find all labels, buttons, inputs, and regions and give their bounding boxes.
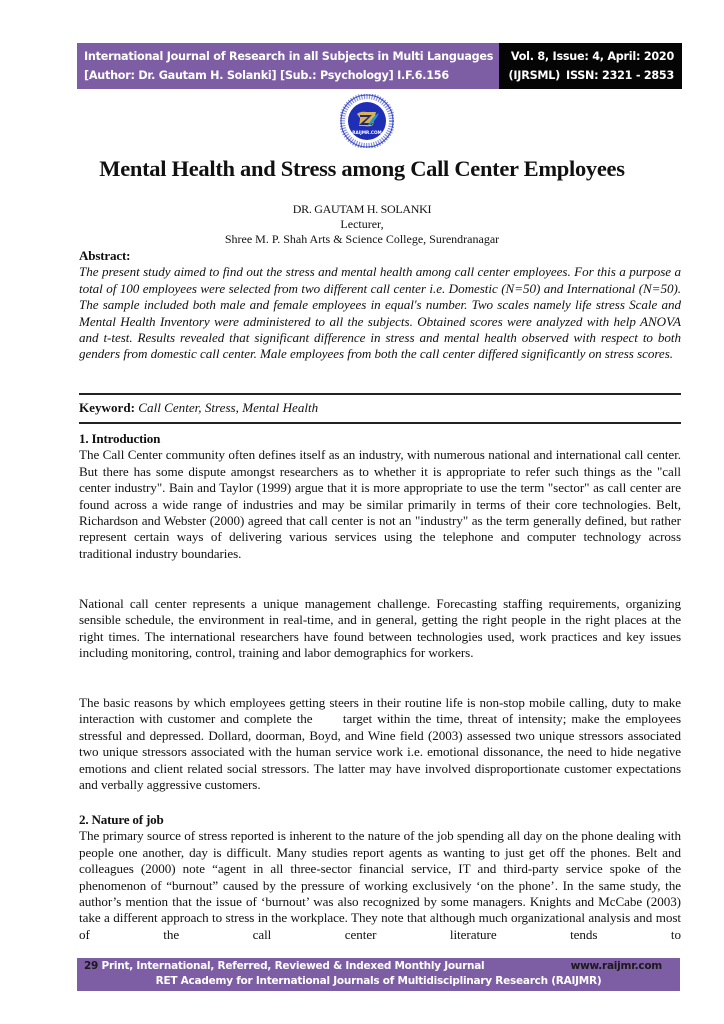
abstract-section [79, 248, 681, 363]
raijmr-seal-logo-icon [340, 94, 394, 148]
journal-footer-banner [77, 958, 680, 991]
keywords: Call Center, Stress, Mental Health [138, 400, 319, 415]
keyword-label: Keyword [79, 400, 131, 415]
paragraph: The Call Center community often defines itself as an industry, with numerous national and international call center. But there has some dispute amongst researchers as to whether it is appropriate to refer such things as the "call center industry". Bain and Taylor (1999) argue that it is more appropriate to use the term "sector" as call center are found across a wide range of industries and may be similar primarily in terms of their core technologies. Belt, Richardson and Webster (2000) agreed that call center is not an "industry" as the term generally defined, but rather represent certain ways of delivering various services using the telephone and computer technology across traditional industry boundaries. [79, 447, 681, 561]
paper-title: Mental Health and Stress among Call Center Employees [99, 156, 625, 181]
keywords-line: Keyword: Call Center, Stress, Mental Health [79, 400, 319, 415]
journal-header-banner [77, 43, 682, 89]
journal-abbrev: (IJRSML) [508, 69, 561, 82]
author-name: DR. GAUTAM H. SOLANKI [292, 202, 432, 216]
svg-text:RAIJMR.COM: RAIJMR.COM [352, 130, 382, 135]
section-nature-of-job [79, 812, 681, 943]
author-affiliation: Shree M. P. Shah Arts & Science College, Surendranagar [224, 232, 500, 246]
paragraph: The basic reasons by which employees getting steers in their routine life is non-stop mobile calling, duty to make interaction with customer and complete the target within the time, threat of intensity; make the employees stressful and depressed. Dollard, doorman, Boyd, and Wine field (2003) assessed two unique stressors associated two unique stressors associated with the human service work i.e. emotional dissonance, the need to hide negative emotions and client related social stressors. The latter may have involved disproportionate customer expectations and verbally aggressive customers. [79, 695, 685, 793]
paragraph: The primary source of stress reported is inherent to the nature of the job spending all day on the phone dealing with people one another, day is difficult. Many studies report agents as wanting to just get off the phones. Belt and colleagues (2000) note “agent in all three-sector financial service, IT and third-party service spoke of the phenomenon of “burnout” caused by the pressure of working exclusively ‘on the phone’. In the same study, the author’s mention that the issue of ‘burnout’ was also recognized by some managers. Knights and McCabe (2003) take a different approach to stress in the workplace. They note that although much organizational analysis and most of the call center literature tends to [79, 828, 681, 942]
author-subject-line: [Author: Dr. Gautam H. Solanki] [Sub.: Psychology] I.F.6.156 [84, 69, 449, 82]
paragraph: National call center represents a unique management challenge. Forecasting staffing requirements, organizing sensible schedule, the environment in real-time, and in general, getting the right people in the right places at the right times. The international researchers have found between technologies used, work practices and key issues including monitoring, control, training and labor demographics for workers. [79, 596, 681, 661]
divider-top [79, 393, 681, 395]
section-heading: 1. Introduction [79, 431, 161, 446]
issn: ISSN: 2321 - 2853 [566, 69, 674, 82]
volume-issn-box [499, 43, 682, 89]
abstract-text: The present study aimed to find out the stress and mental health among call center employees. For this a purpose a total of 100 employees were selected from two different call center i.e. Domestic (N=50) and International (N=50). The sample included both male and female employees in equal's number. Two scales namely life stress Scale and Mental Health Inventory were administered to all the subjects. Obtained scores were analyzed with help ANOVA and t-test. Results revealed that significant difference in stress and mental health observed with respect to both genders from domestic call center. Male employees from both the call center differed significantly on stress scores. [79, 264, 681, 362]
section-heading: 2. Nature of job [79, 812, 164, 827]
intro-paragraph-3 [79, 695, 685, 793]
section-introduction [79, 431, 681, 562]
page-number: 29 [84, 960, 99, 972]
author-role: Lecturer, [340, 217, 384, 231]
volume-issue-date: Vol. 8, Issue: 4, April: 2020 [510, 50, 674, 63]
intro-paragraph-2 [79, 596, 681, 662]
divider-bottom [79, 422, 681, 424]
journal-name: International Journal of Research in all Subjects in Multi Languages [84, 50, 494, 63]
website-link[interactable]: www.raijmr.com [570, 960, 662, 972]
publisher-name: RET Academy for International Journals of Multidisciplinary Research (RAIJMR) [155, 975, 602, 987]
abstract-heading: Abstract: [79, 248, 131, 263]
journal-info-box [77, 43, 499, 89]
journal-tagline: Print, International, Referred, Reviewed & Indexed Monthly Journal [101, 960, 485, 972]
author-block [0, 202, 724, 247]
